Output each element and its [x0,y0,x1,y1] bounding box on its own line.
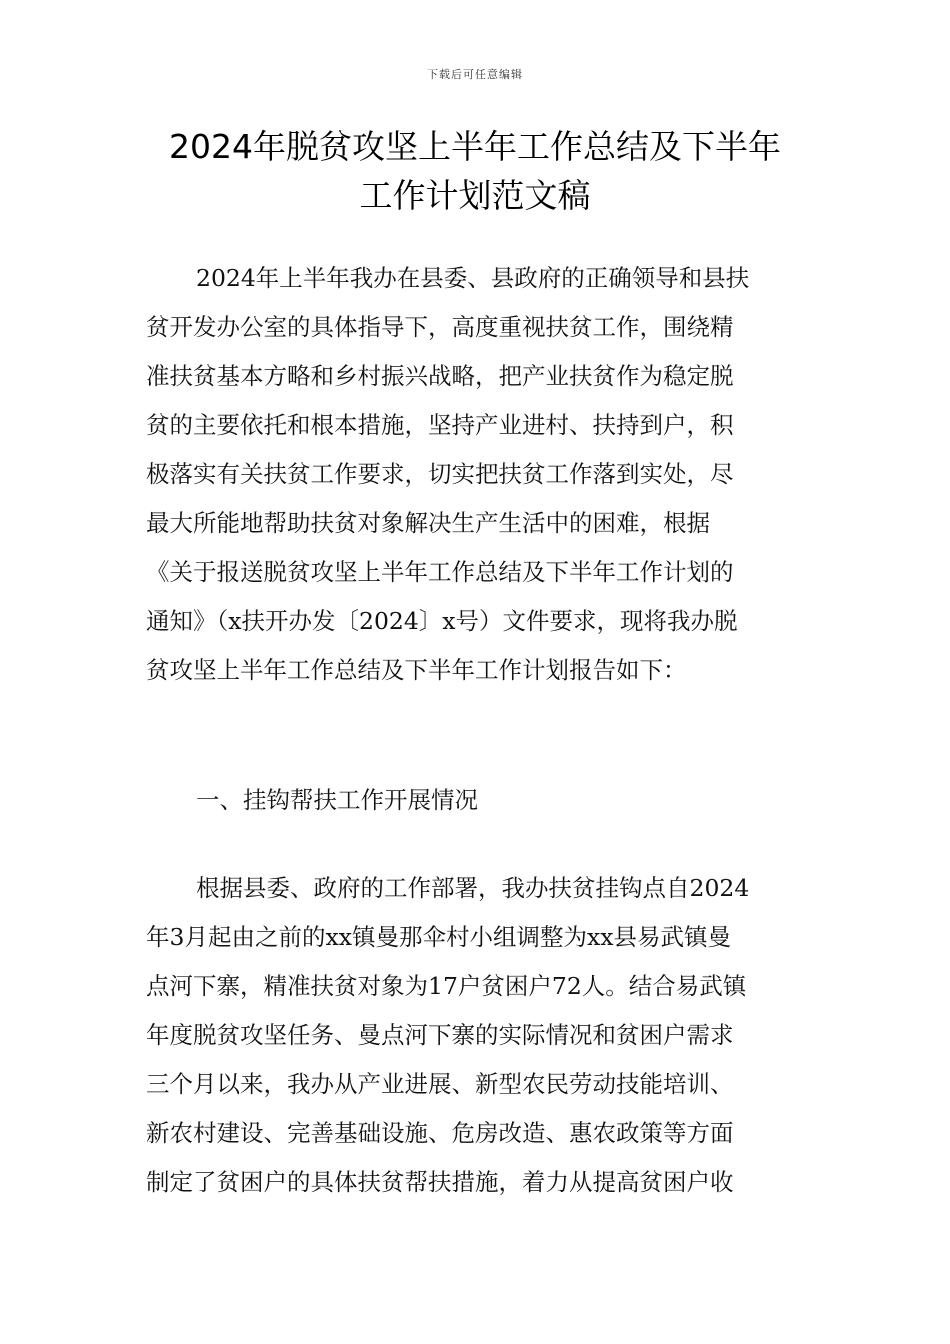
section-heading-text: 一、挂钩帮扶工作开展情况 [196,786,478,814]
paragraph-line: 根据县委、政府的工作部署，我办扶贫挂钩点自2024 [196,874,750,902]
paragraph-line: 通知》（x扶开办发〔2024〕x号）文件要求，现将我办脱 [146,607,738,635]
paragraph-line: 2024年上半年我办在县委、县政府的正确领导和县扶 [196,264,750,292]
paragraph-intro [146,254,811,695]
paragraph-line: 三个月以来，我办从产业进展、新型农民劳动技能培训、 [146,1070,734,1098]
paragraph-line: 《关于报送脱贫攻坚上半年工作总结及下半年工作计划的 [146,558,734,586]
header-note: 下载后可任意编辑 [427,68,523,81]
paragraph-line: 新农村建设、完善基础设施、危房改造、惠农政策等方面 [146,1119,734,1147]
title-line: 2024年脱贫攻坚上半年工作总结及下半年 [169,127,781,166]
paragraph-line: 点河下寨，精准扶贫对象为17户贫困户72人。结合易武镇 [146,972,747,1000]
paragraph-line: 贫开发办公室的具体指导下，高度重视扶贫工作，围绕精 [146,313,734,341]
paragraph-line: 制定了贫困户的具体扶贫帮扶措施，着力从提高贫困户收 [146,1168,734,1196]
paragraph-line: 年度脱贫攻坚任务、曼点河下寨的实际情况和贫困户需求 [146,1021,734,1049]
document-title [100,122,850,220]
paragraph-section-1 [146,864,811,1207]
title-line: 工作计划范文稿 [359,176,591,215]
section-heading [146,776,811,825]
paragraph-line: 贫攻坚上半年工作总结及下半年工作计划报告如下： [146,656,687,684]
paragraph-line: 最大所能地帮助扶贫对象解决生产生活中的困难，根据 [146,509,710,537]
paragraph-line: 极落实有关扶贫工作要求，切实把扶贫工作落到实处，尽 [146,460,734,488]
paragraph-line: 准扶贫基本方略和乡村振兴战略，把产业扶贫作为稳定脱 [146,362,734,390]
paragraph-line: 年3月起由之前的xx镇曼那伞村小组调整为xx县易武镇曼 [146,923,731,951]
paragraph-line: 贫的主要依托和根本措施，坚持产业进村、扶持到户，积 [146,411,734,439]
